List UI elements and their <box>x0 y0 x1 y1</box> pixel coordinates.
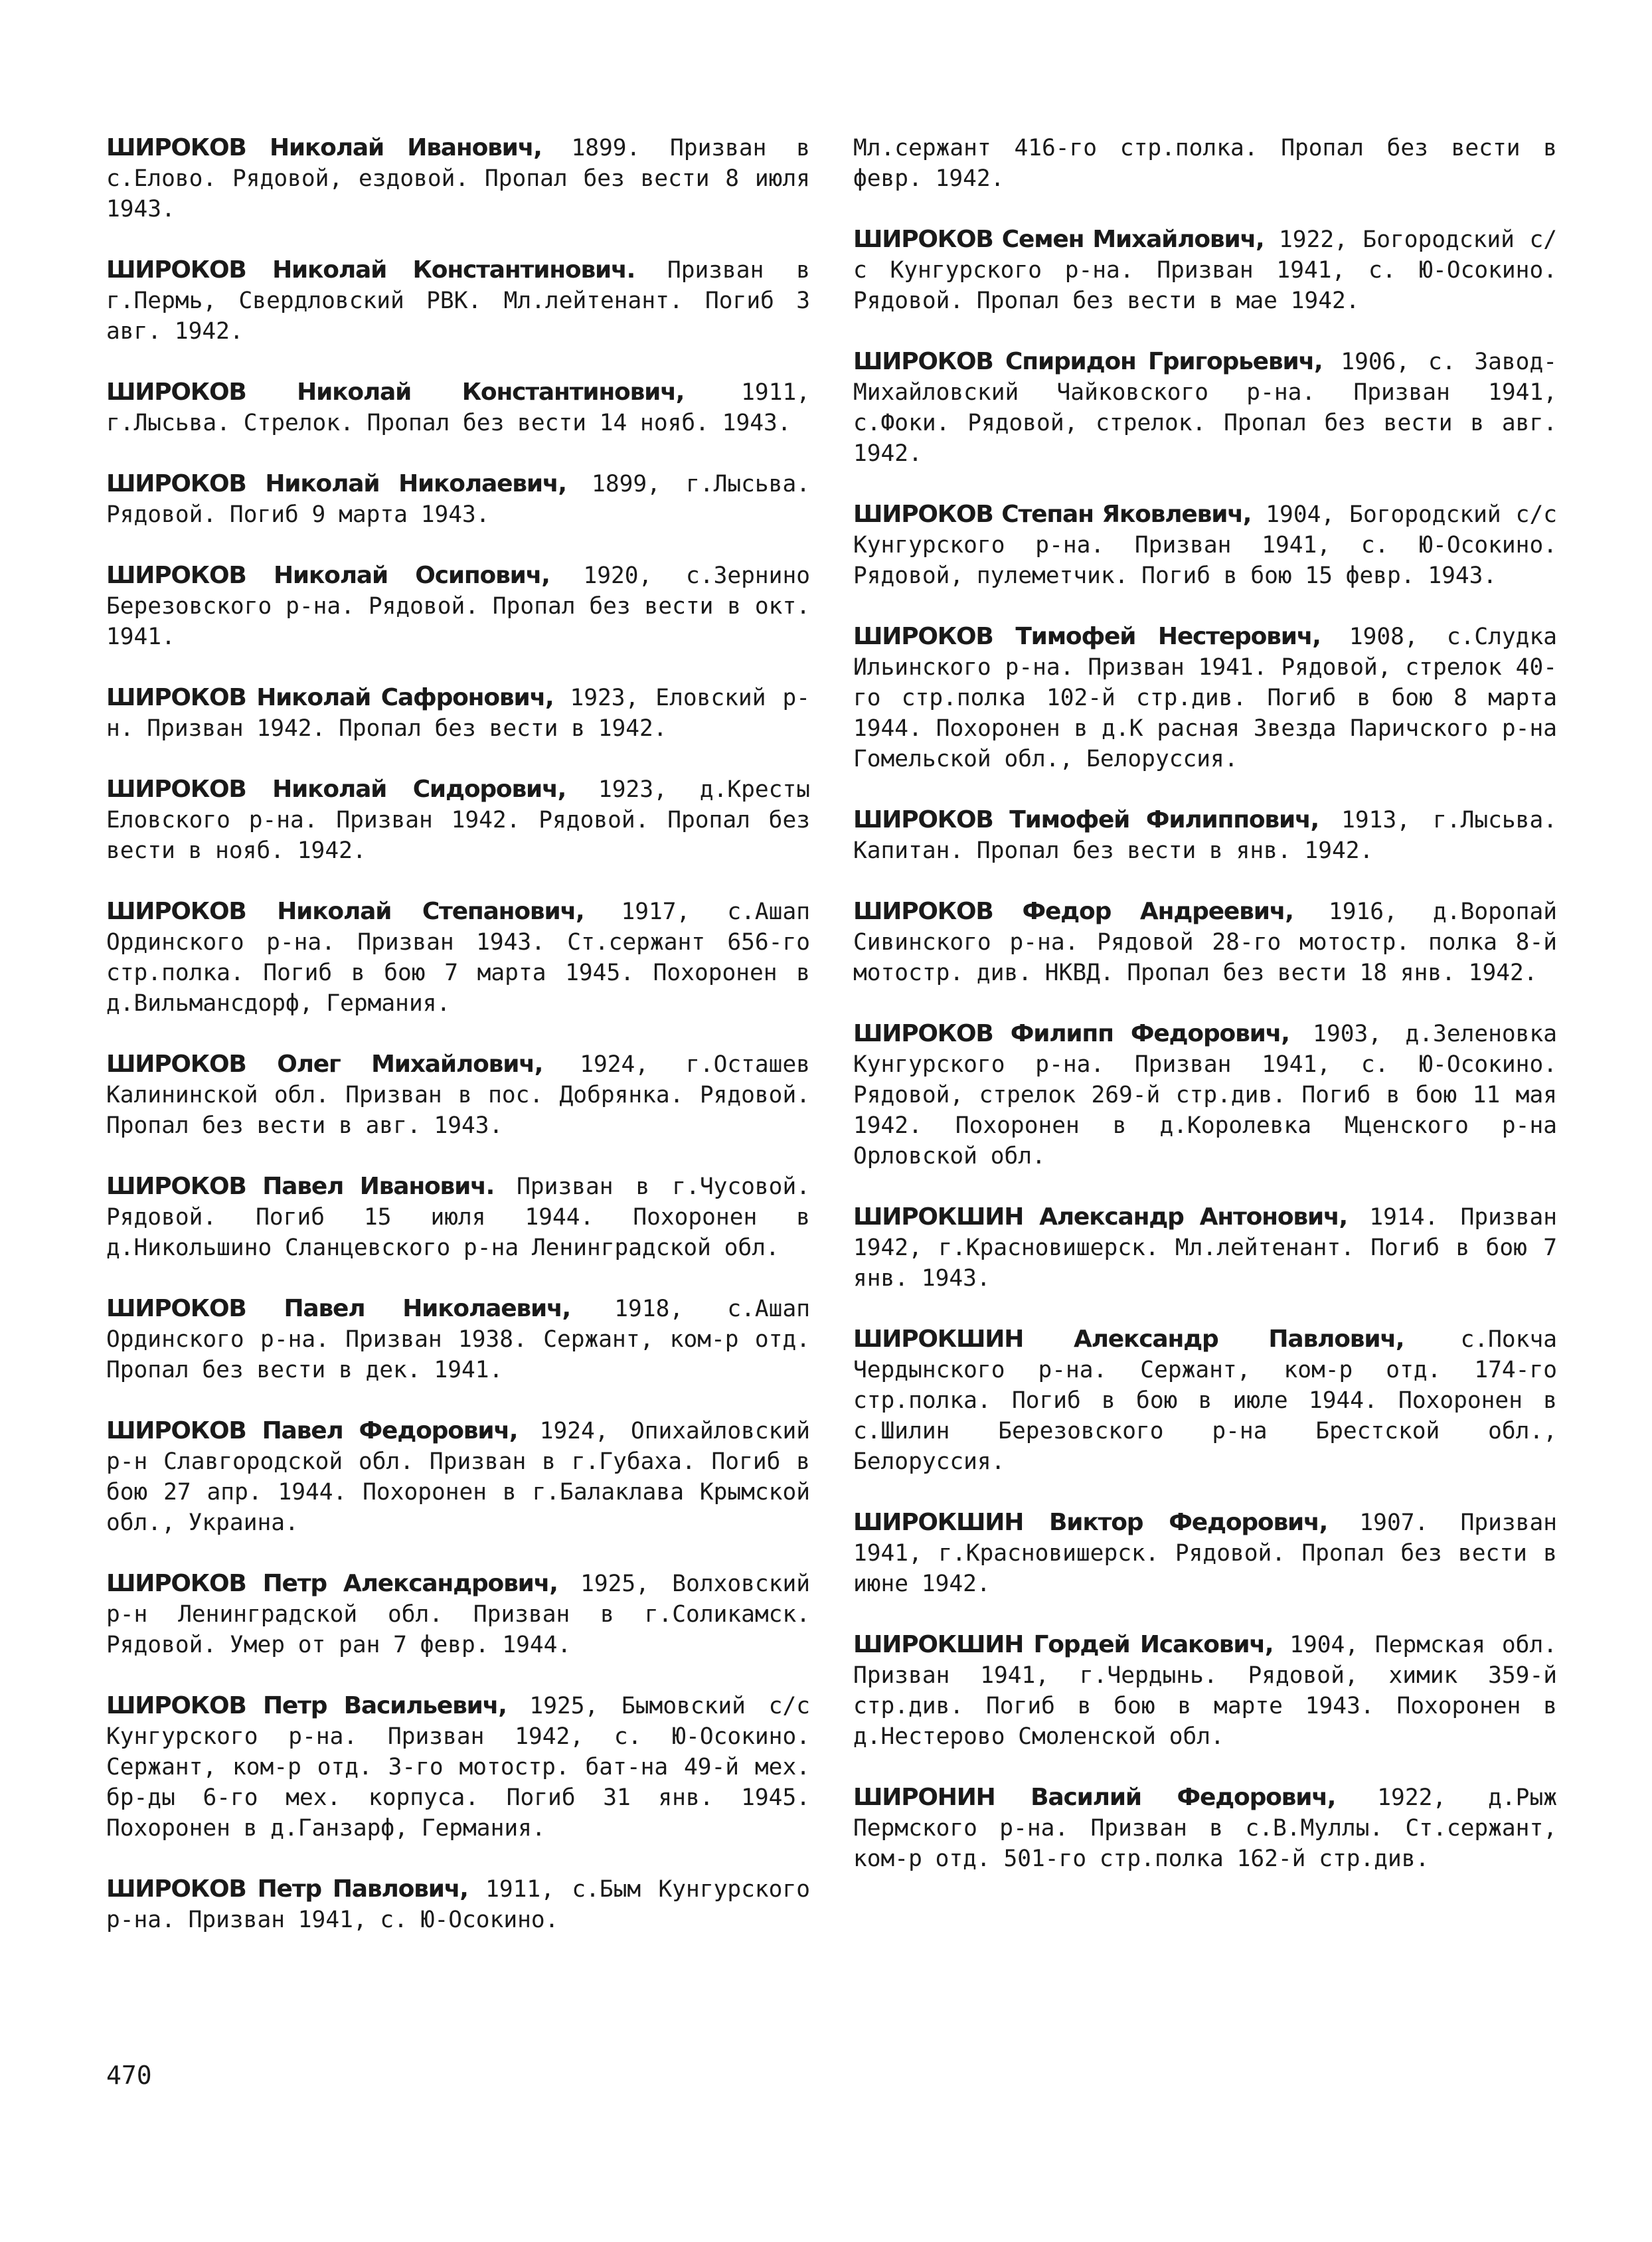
entry <box>106 1049 810 1141</box>
entry-name: ШИРОКОВ Николай Николаевич, <box>106 470 566 497</box>
entry-text: 1923, Еловский р-н. Призван 1942. Пропал без вести в 1942. <box>106 685 810 742</box>
entry <box>853 805 1557 866</box>
entry-text: 1904, Богородский с/с Кунгурского р-на. Призван 1941, с. Ю-Осокино. Рядовой, пулеметчик. Погиб в бою 15 февр. 1943. <box>853 501 1557 589</box>
entry-name: ШИРОКОВ Николай Константинович. <box>106 256 635 284</box>
entry-name: ШИРОКОВ Павел Федорович, <box>106 1417 518 1444</box>
entry-text: 1922, д.Рыж Пермского р-на. Призван в с.В.Муллы. Ст.сержант, ком-р отд. 501-го стр.полка 162-й стр.див. <box>853 1784 1557 1872</box>
entry-text: 1899, г.Лысьва. Рядовой. Погиб 9 марта 1943. <box>106 471 810 528</box>
entry <box>853 1019 1557 1171</box>
entry-text: 1907. Призван 1941, г.Красновишерск. Рядовой. Пропал без вести в июне 1942. <box>853 1509 1558 1597</box>
entry <box>106 774 810 866</box>
entry-text: 1913, г.Лысьва. Капитан. Пропал без вести в янв. 1942. <box>853 807 1557 864</box>
entry-text: 1911, г.Лысьва. Стрелок. Пропал без вести 14 нояб. 1943. <box>106 379 811 436</box>
entry <box>106 1569 810 1660</box>
entry-name: ШИРОКШИН Виктор Федорович, <box>853 1509 1328 1536</box>
entry-text: 1908, с.Слудка Ильинского р-на. Призван 1941. Рядовой, стрелок 40-го стр.полка 102-й стр.див. Погиб в бою 8 марта 1944. Похоронен в д.К расная Звезда Паричского р-на Гомельской обл., Белоруссия. <box>853 624 1557 772</box>
entry <box>853 1202 1557 1294</box>
page-number: 470 <box>106 2061 152 2090</box>
entry-text: 1925, Волховский р-н Ленинградской обл. Призван в г.Соликамск. Рядовой. Умер от ран 7 февр. 1944. <box>106 1571 811 1658</box>
entry-name: ШИРОКОВ Тимофей Филиппович, <box>853 806 1319 833</box>
entry <box>853 622 1557 774</box>
entry <box>853 1508 1557 1599</box>
entry-name: ШИРОКШИН Александр Антонович, <box>853 1203 1347 1231</box>
entry-name: ШИРОКОВ Николай Сафронович, <box>106 684 554 711</box>
entry <box>106 560 810 652</box>
entry-name: ШИРОКОВ Николай Сидорович, <box>106 776 566 803</box>
entry-name: ШИРОКОВ Павел Иванович. <box>106 1173 495 1200</box>
entry <box>106 255 810 347</box>
entry-text: 1924, Опихайловский р-н Славгородской обл. Призван в г.Губаха. Погиб в бою 27 апр. 1944. Похоронен в г.Балаклава Крымской обл., Украина. <box>106 1418 810 1536</box>
entry-text: 1917, с.Ашап Ординского р-на. Призван 1943. Ст.сержант 656-го стр.полка. Погиб в бою 7 марта 1945. Похоронен в д.Вильмансдорф, Германия. <box>106 899 810 1017</box>
entry-text: 1918, с.Ашап Ординского р-на. Призван 1938. Сержант, ком-р отд. Пропал без вести в дек. 1941. <box>106 1296 810 1383</box>
entry-text: 1923, д.Кресты Еловского р-на. Призван 1942. Рядовой. Пропал без вести в нояб. 1942. <box>106 776 810 864</box>
entry <box>106 1691 810 1844</box>
entry <box>853 897 1557 988</box>
entry-text: Призван в г.Пермь, Свердловский РВК. Мл.лейтенант. Погиб 3 авг. 1942. <box>106 257 810 345</box>
entry-text: Призван в г.Чусовой. Рядовой. Погиб 15 июля 1944. Похоронен в д.Никольшино Сланцевского р-на Ленинградской обл. <box>106 1173 810 1261</box>
entry <box>106 469 810 530</box>
entry-name: ШИРОКШИН Александр Павлович, <box>853 1326 1404 1353</box>
entry <box>106 1416 810 1538</box>
entry-name: ШИРОКОВ Филипп Федорович, <box>853 1020 1289 1047</box>
entry-name: ШИРОКОВ Федор Андреевич, <box>853 898 1293 925</box>
entry-name: ШИРОКОВ Олег Михайлович, <box>106 1051 543 1078</box>
entry-name: ШИРОКОВ Николай Степанович, <box>106 898 584 925</box>
entry <box>106 377 810 438</box>
entry-text: 1924, г.Осташев Калининской обл. Призван в пос. Добрянка. Рядовой. Пропал без вести в авг. 1943. <box>106 1051 810 1139</box>
entry <box>853 224 1557 316</box>
entry-continuation <box>853 133 1557 194</box>
entry <box>853 347 1557 469</box>
entry-text: 1903, д.Зеленовка Кунгурского р-на. Призван 1941, с. Ю-Осокино. Рядовой, стрелок 269-й стр.див. Погиб в бою 11 мая 1942. Похоронен в д.Королевка Мценского р-на Орловской обл. <box>853 1021 1557 1169</box>
entry-text: 1904, Пермская обл. Призван 1941, г.Чердынь. Рядовой, химик 359-й стр.див. Погиб в бою в марте 1943. Похоронен в д.Нестерово Смоленской обл. <box>853 1632 1557 1750</box>
entry <box>106 133 810 224</box>
entry-text: Мл.сержант 416-го стр.полка. Пропал без вести в февр. 1942. <box>853 135 1557 192</box>
entry <box>106 1294 810 1385</box>
left-column <box>106 133 810 1966</box>
entry <box>106 683 810 744</box>
right-column <box>853 133 1557 1905</box>
entry-text: 1899. Призван в с.Елово. Рядовой, ездовой. Пропал без вести 8 июля 1943. <box>106 135 810 222</box>
entry <box>853 1782 1557 1874</box>
entry-name: ШИРОКОВ Тимофей Нестерович, <box>853 623 1321 650</box>
entry-text: 1916, д.Воропай Сивинского р-на. Рядовой 28-го мотостр. полка 8-й мотостр. див. НКВД. Пропал без вести 18 янв. 1942. <box>853 899 1557 986</box>
entry <box>106 1171 810 1263</box>
entry-name: ШИРОКОВ Спиридон Григорьевич, <box>853 348 1323 375</box>
entry-text: 1906, с. Завод-Михайловский Чайковского р-на. Призван 1941, с.Фоки. Рядовой, стрелок. Пропал без вести в авг. 1942. <box>853 349 1557 467</box>
entry-text: 1911, с.Бым Кунгурского р-на. Призван 1941, с. Ю-Осокино. <box>106 1876 810 1933</box>
entry-name: ШИРОКОВ Петр Павлович, <box>106 1875 468 1903</box>
entry-name: ШИРОКОВ Петр Александрович, <box>106 1570 558 1597</box>
entry-name: ШИРОКОВ Петр Васильевич, <box>106 1692 507 1719</box>
entry <box>106 1874 810 1935</box>
entry-name: ШИРОКОВ Николай Осипович, <box>106 562 550 589</box>
entry-name: ШИРОКОВ Степан Яковлевич, <box>853 501 1252 528</box>
entry <box>853 1324 1557 1477</box>
entry-name: ШИРОКОВ Николай Иванович, <box>106 134 542 161</box>
entry-text: 1922, Богородский с/с Кунгурского р-на. Призван 1941, с. Ю-Осокино. Рядовой. Пропал без вести в мае 1942. <box>853 226 1557 314</box>
entry-name: ШИРОНИН Василий Федорович, <box>853 1784 1336 1811</box>
entry <box>106 897 810 1019</box>
entry-text: 1925, Бымовский с/с Кунгурского р-на. Призван 1942, с. Ю-Осокино. Сержант, ком-р отд. 3-го мотостр. бат-на 49-й мех. бр-ды 6-го мех. корпуса. Погиб 31 янв. 1945. Похоронен в д.Ганзарф, Германия. <box>106 1693 810 1842</box>
entry-name: ШИРОКОВ Семен Михайлович, <box>853 226 1264 253</box>
entry-name: ШИРОКОВ Николай Константинович, <box>106 379 685 406</box>
entry-name: ШИРОКОВ Павел Николаевич, <box>106 1295 571 1322</box>
entry-name: ШИРОКШИН Гордей Исакович, <box>853 1631 1274 1658</box>
entry <box>853 1630 1557 1752</box>
entry <box>853 499 1557 591</box>
entry-text: 1914. Призван 1942, г.Красновишерск. Мл.лейтенант. Погиб в бою 7 янв. 1943. <box>853 1204 1558 1292</box>
entry-text: 1920, с.Зернино Березовского р-на. Рядовой. Пропал без вести в окт. 1941. <box>106 562 810 650</box>
entry-text: с.Покча Чердынского р-на. Сержант, ком-р отд. 174-го стр.полка. Погиб в бою в июле 1944. Похоронен в с.Шилин Березовского р-на Брестской обл., Белоруссия. <box>853 1326 1558 1475</box>
